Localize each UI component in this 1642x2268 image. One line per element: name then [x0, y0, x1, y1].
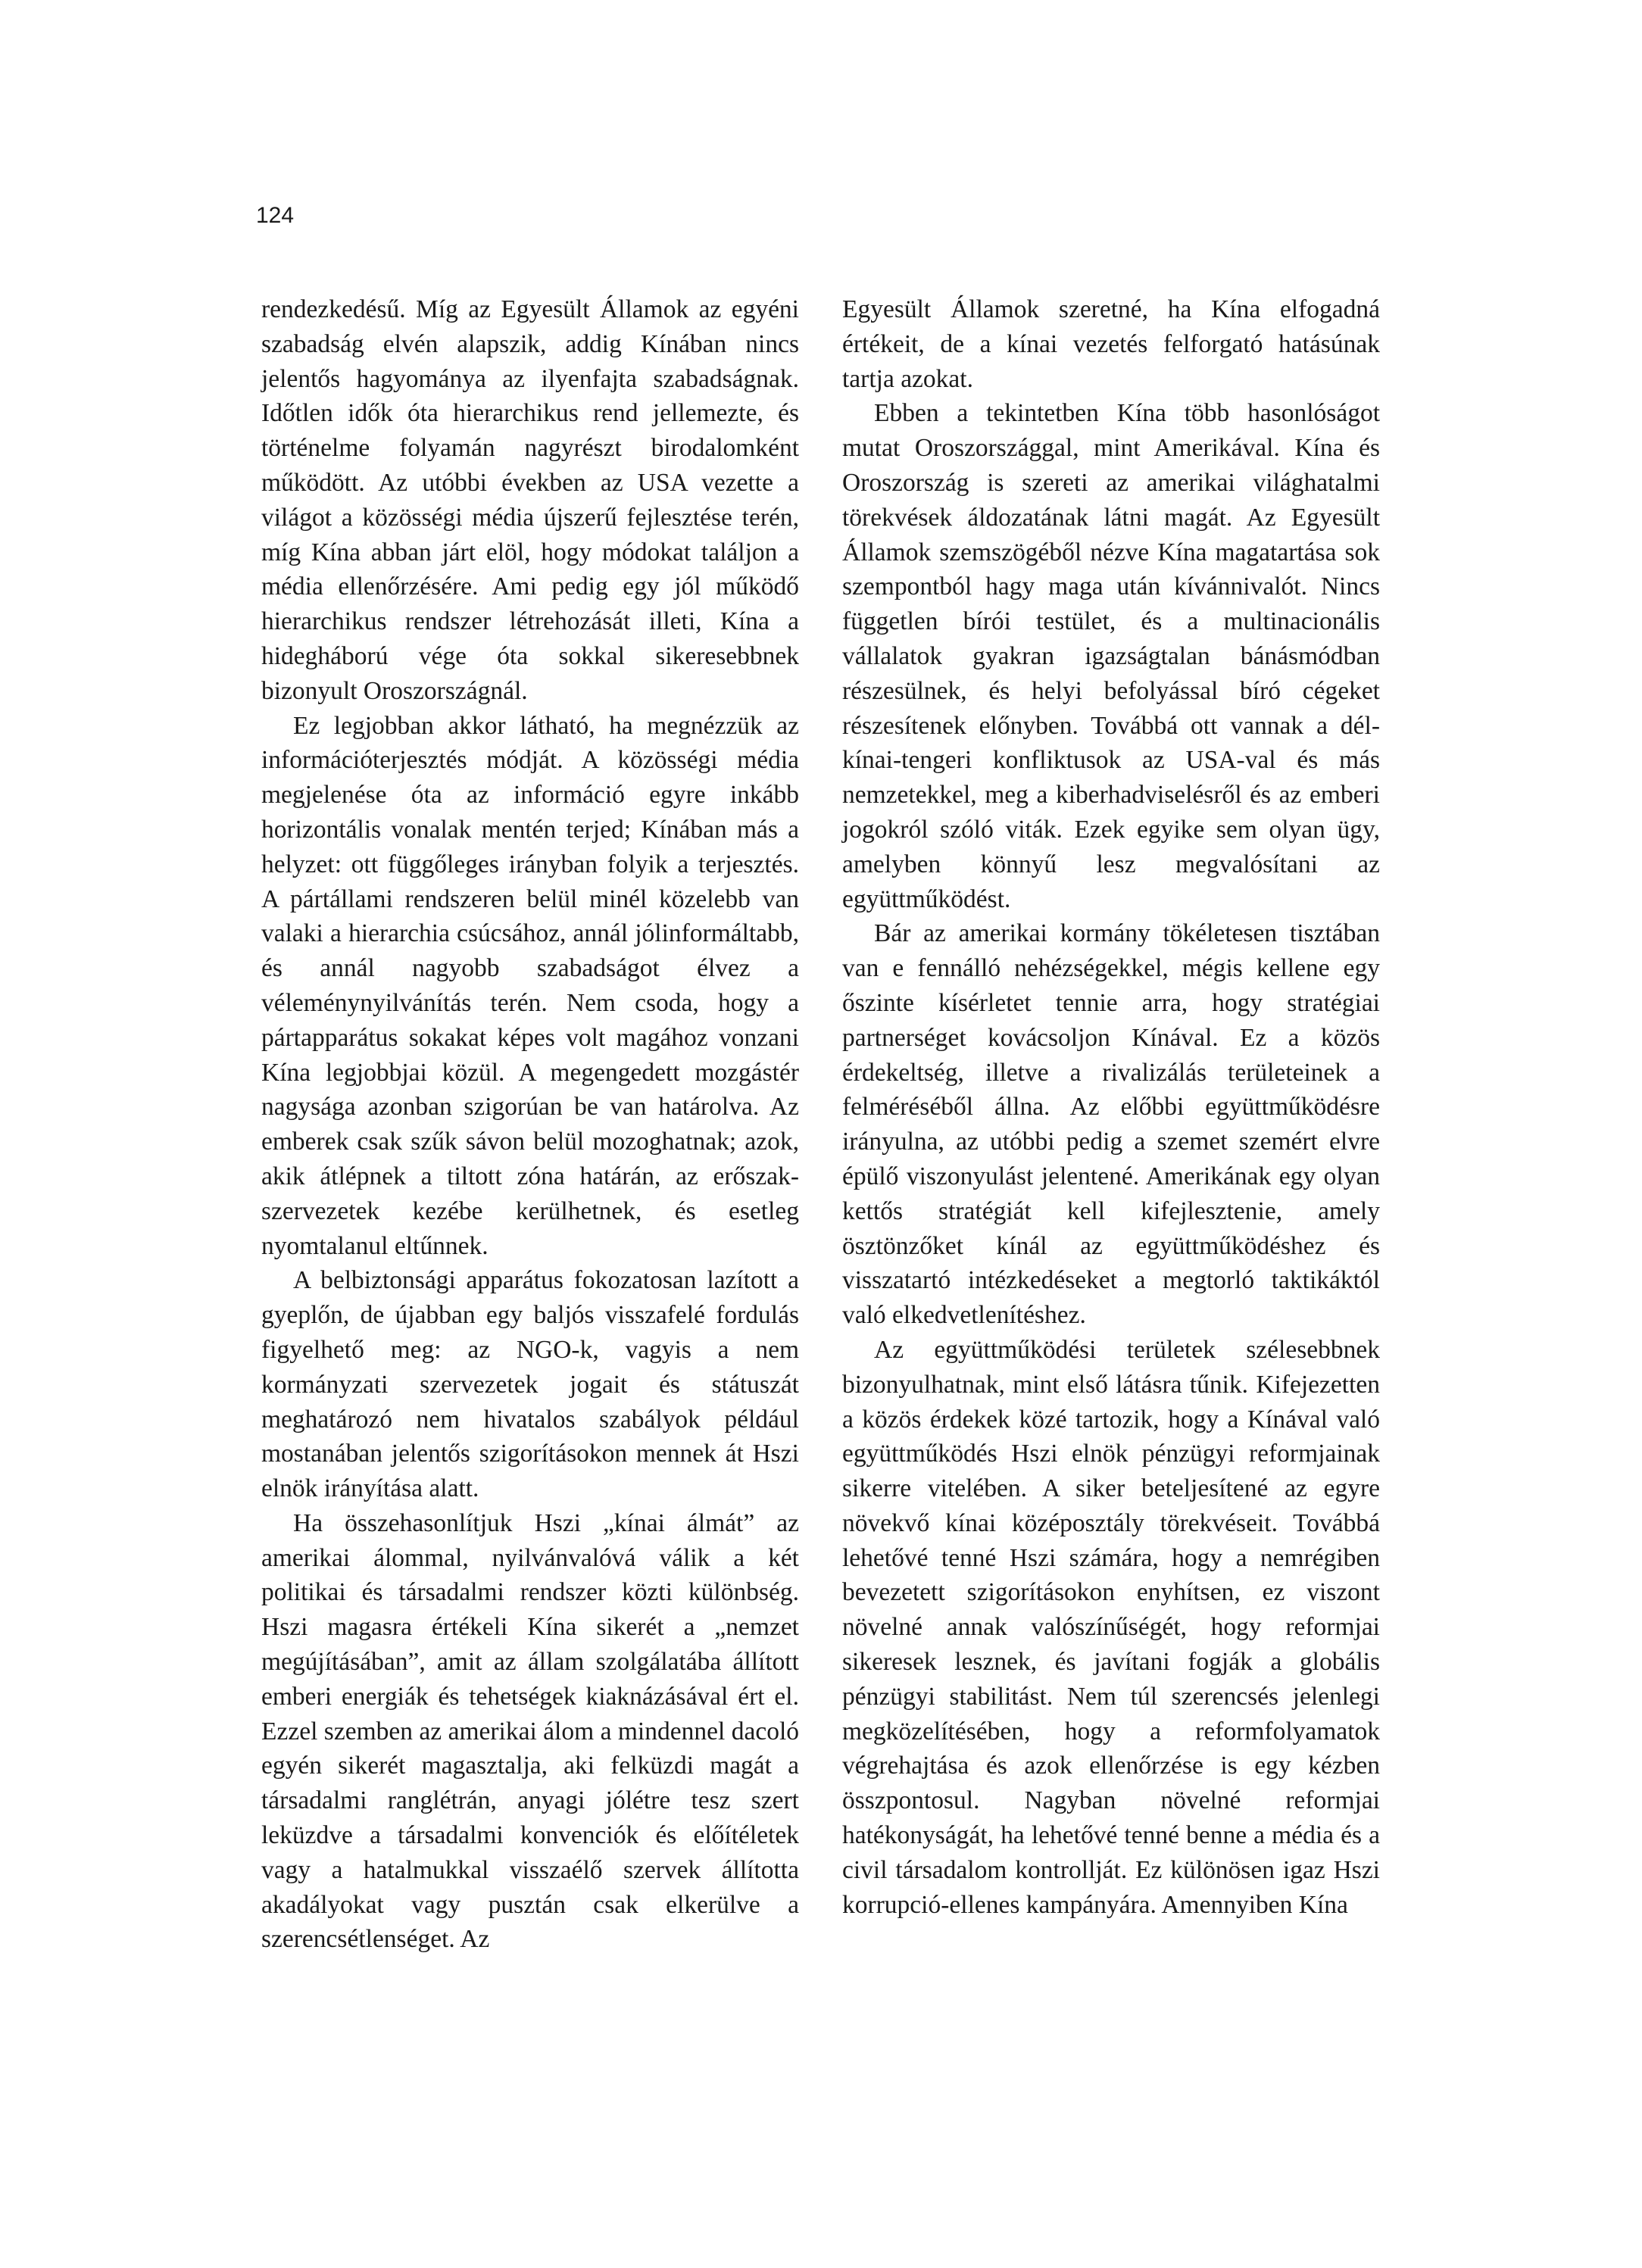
paragraph: A belbiztonsági apparátus fokozatosan lazított a gyeplőn, de újabban egy baljós visszafelé fordulás figyelhető meg: az NGO-k, vagyis a nem kormányzati szervezetek jogait és státuszát meghatározó nem hivatalos szabályok például mostanában jelentős szigorításokon mennek át Hszi elnök irányítása alatt.: [261, 1266, 799, 1503]
paragraph: Bár az amerikai kormány tökéletesen tisztában van e fennálló nehézségekkel, mégis kellene egy őszinte kísérletet tennie arra, hogy stratégiai partnerséget kovácsoljon Kínával. Ez a közös érdekeltség, illetve a rivalizálás területeinek a felméréséből állna. Az előbbi együttműködésre irányulna, az utóbbi pedig a szemet szemért elvre épülő viszonyulást jelentené. Amerikának egy olyan kettős stratégiát kell kifejlesztenie, amely ösztönzőket kínál az együttműködéshez és visszatartó intézkedéseket a megtorló taktikáktól való elkedvetlenítéshez.: [842, 919, 1380, 1330]
paragraph: rendezkedésű. Míg az Egyesült Államok az egyéni szabadság elvén alapszik, addig Kínában nincs jelentős hagyománya az ilyenfajta szabadságnak. Időtlen idők óta hierarchikus rend jellemezte, és történelme folyamán nagyrészt birodalomként működött. Az utóbbi években az USA vezette a világot a közösségi média újszerű fejlesztése terén, míg Kína abban járt elöl, hogy módokat találjon a média ellenőrzésére. Ami pedig egy jól működő hierarchikus rendszer létrehozását illeti, Kína a hidegháború vége óta sokkal sikeresebbnek bizonyult Oroszországnál.: [261, 295, 799, 705]
left-column: [261, 292, 799, 1957]
paragraph: Ha összehasonlítjuk Hszi „kínai álmát” az amerikai álommal, nyilvánvalóvá válik a két politikai és társadalmi rendszer közti különbség. Hszi magasra értékeli Kína sikerét a „nemzet megújításában”, amit az állam szolgálatába állított emberi energiák és tehetségek kiaknázásával ért el. Ezzel szemben az amerikai álom a mindennel dacoló egyén sikerét magasztalja, aki felküzdi magát a társadalmi ranglétrán, anyagi jólétre tesz szert leküzdve a társadalmi konvenciók és előítéletek vagy a hatalmukkal visszaélő szervek állította akadályokat vagy pusztán csak elkerülve a szerencsétlenséget. Az: [261, 1508, 799, 1954]
paragraph: Ebben a tekintetben Kína több hasonlóságot mutat Oroszországgal, mint Amerikával. Kína és Oroszország is szereti az amerikai világhatalmi törekvések áldozatának látni magát. Az Egyesült Államok szemszögéből nézve Kína magatartása sok szempontból hagy maga után kívánnivalót. Nincs független bírói testület, és a multinacionális vállalatok gyakran igazságtalan bánásmódban részesülnek, és helyi befolyással bíró cégeket részesítenek előnyben. Továbbá ott vannak a dél-kínai-tengeri konfliktusok az USA-val és más nemzetekkel, meg a kiberhadviselésről és az emberi jogokról szóló viták. Ezek egyike sem olyan ügy, amelyben könnyű lesz megvalósítani az együttműködést.: [842, 399, 1380, 913]
right-column: [842, 292, 1380, 1922]
page-number: 124: [256, 203, 295, 228]
paragraph: Egyesült Államok szeretné, ha Kína elfogadná értékeit, de a kínai vezetés felforgató hatásúnak tartja azokat.: [842, 295, 1380, 393]
paragraph: Az együttműködési területek szélesebbnek bizonyulhatnak, mint első látásra tűnik. Kifejezetten a közös érdekek közé tartozik, hogy a Kínával való együttműködés Hszi elnök pénzügyi reformjainak sikerre vitelében. A siker beteljesítené az egyre növekvő kínai középosztály törekvéseit. Továbbá lehetővé tenné Hszi számára, hogy a nemrégiben bevezetett szigorításokon enyhítsen, ez viszont növelné annak valószínűségét, hogy reformjai sikeresek lesznek, és javítani fogják a globális pénzügyi stabilitást. Nem túl szerencsés jelenlegi megközelítésében, hogy a reformfolyamatok végrehajtása és azok ellenőrzése is egy kézben összpontosul. Nagyban növelné reformjai hatékonyságát, ha lehetővé tenné benne a média és a civil társadalom kontrollját. Ez különösen igaz Hszi korrupció-ellenes kampányára. Amennyiben Kína: [842, 1335, 1380, 1919]
paragraph: Ez legjobban akkor látható, ha megnézzük az információterjesztés módját. A közösségi média megjelenése óta az információ egyre inkább horizontális vonalak mentén terjed; Kínában más a helyzet: ott függőleges irányban folyik a terjesztés. A pártállami rendszeren belül minél közelebb van valaki a hierarchia csúcsához, annál jólinformáltabb, és annál nagyobb szabadságot élvez a véleménynyilvánítás terén. Nem csoda, hogy a pártapparátus sokakat képes volt magához vonzani Kína legjobbjai közül. A megengedett mozgástér nagysága azonban szigorúan be van határolva. Az emberek csak szűk sávon belül mozoghatnak; azok, akik átlépnek a tiltott zóna határán, az erőszak-szervezetek kezébe kerülhetnek, és esetleg nyomtalanul eltűnnek.: [261, 711, 799, 1260]
